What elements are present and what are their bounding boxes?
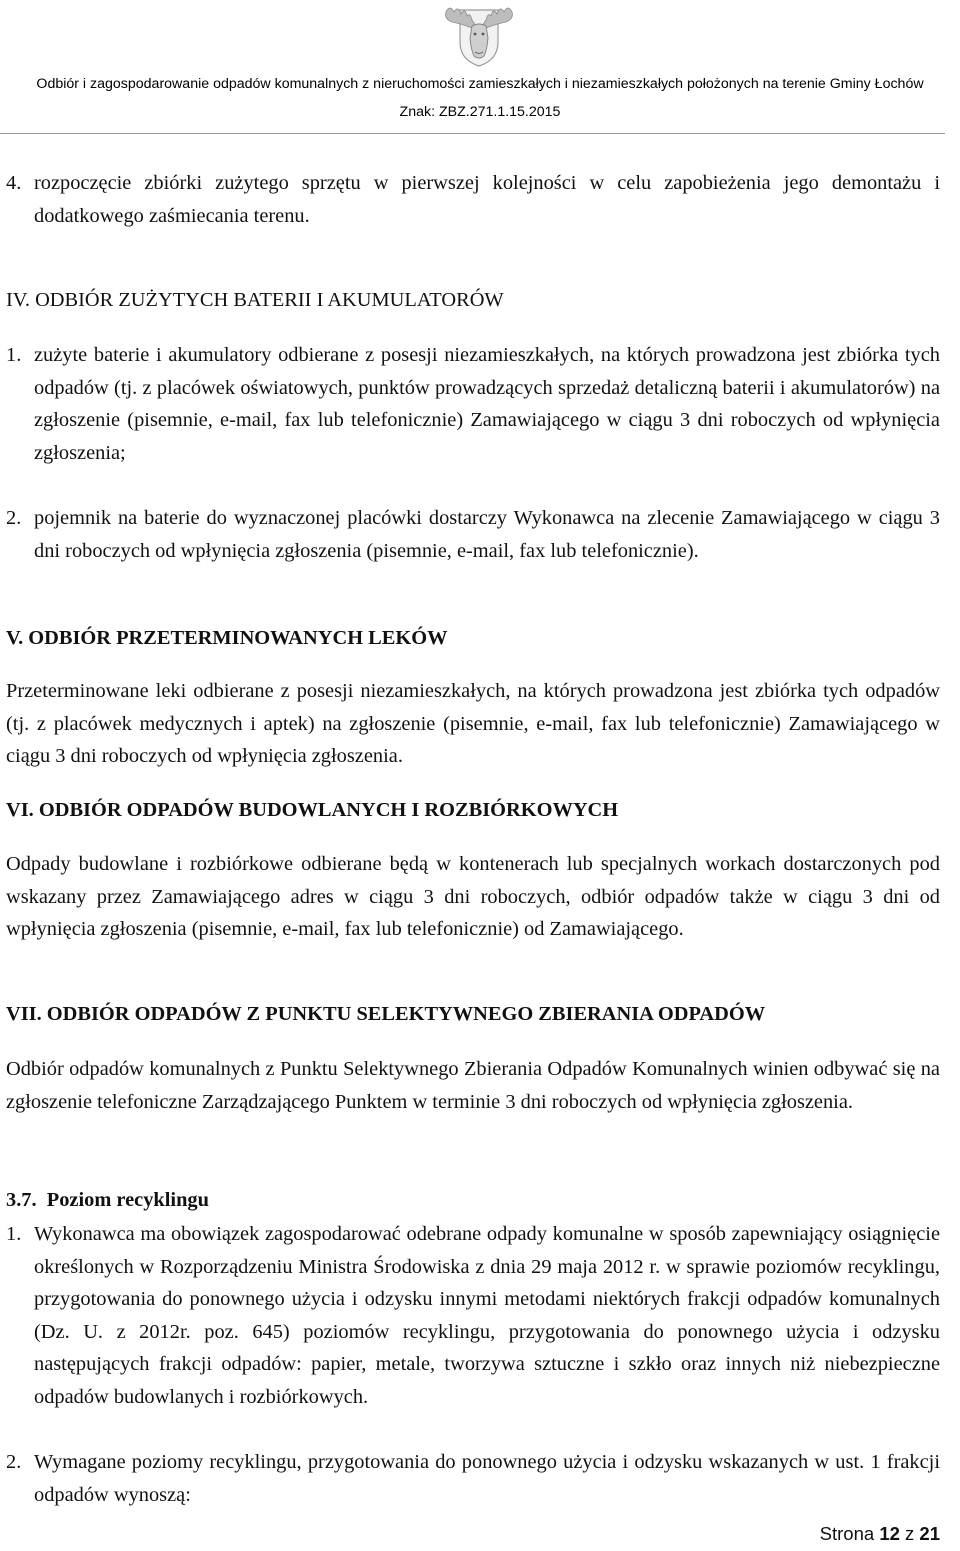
page-header <box>0 0 960 135</box>
list-item <box>6 1218 940 1448</box>
page-footer <box>820 1523 940 1545</box>
document-title: Odbiór i zagospodarowanie odpadów komunalnych z nieruchomości zamieszkałych i niezamieszkałych położonych na terenie Gminy Łochów <box>36 76 924 92</box>
list-item-number: 4. <box>6 172 22 194</box>
list-item <box>6 167 940 237</box>
section-vi-paragraph: Odpady budowlane i rozbiórkowe odbierane będą w kontenerach lub specjalnych workach dostarczonych pod wskazany przez Zamawiającego adres w ciągu 3 dni roboczych, odbiór odpadów także w ciągu 3 dni od wpłynięcia zgłoszenia (pisemnie, e-mail, fax lub telefonicznie) od Zamawiającego. <box>6 853 940 940</box>
section-heading-vii: VII. ODBIÓR ODPADÓW Z PUNKTU SELEKTYWNEGO ZBIERANIA ODPADÓW <box>6 1003 766 1025</box>
moose-head-logo <box>432 2 526 68</box>
list-item-number: 1. <box>6 344 22 366</box>
list-item-text: pojemnik na baterie do wyznaczonej placówki dostarczy Wykonawca na zlecenie Zamawiającego w ciągu 3 dni roboczych od wpłynięcia zgłoszenia (pisemnie, e-mail, fax lub telefonicznie). <box>34 507 940 562</box>
section-vii-paragraph: Odbiór odpadów komunalnych z Punktu Selektywnego Zbierania Odpadów Komunalnych winien odbywać się na zgłoszenie telefoniczne Zarządzającego Punktem w terminie 3 dni roboczych od wpłynięcia zgłoszenia. <box>6 1058 940 1113</box>
list-item-text: rozpoczęcie zbiórki zużytego sprzętu w pierwszej kolejności w celu zapobieżenia jego demontażu i dodatkowego zaśmiecania terenu. <box>34 172 940 227</box>
page-total: 21 <box>919 1523 940 1544</box>
section-heading-vi: VI. ODBIÓR ODPADÓW BUDOWLANYCH I ROZBIÓRKOWYCH <box>6 799 619 821</box>
list-item-text: Wykonawca ma obowiązek zagospodarować odebrane odpady komunalne w sposób zapewniający osiągnięcie określonych w Rozporządzeniu Ministra Środowiska z dnia 29 maja 2012 r. w sprawie poziomów recyklingu, przygotowania do ponownego użycia i odzysku innymi metodami niektórych frakcji odpadów komunalnych (Dz. U. z 2012r. poz. 645) poziomów recyklingu, przygotowania do ponownego użycia i odzysku następujących frakcji odpadów: papier, metale, tworzywa sztuczne i szkło oraz innych niż niebezpieczne odpadów budowlanych i rozbiórkowych. <box>34 1223 940 1408</box>
header-divider <box>0 133 945 134</box>
list-item-text: zużyte baterie i akumulatory odbierane z posesji niezamieszkałych, na których prowadzona jest zbiórka tych odpadów (tj. z placówek oświatowych, punktów prowadzących sprzedaż detaliczną baterii i akumulatorów) na zgłoszenie (pisemnie, e-mail, fax lub telefonicznie) Zamawiającego w ciągu 3 dni roboczych od wpłynięcia zgłoszenia; <box>34 344 940 464</box>
list-item <box>6 1446 940 1516</box>
page-number: 12 <box>879 1523 900 1544</box>
page-label: Strona <box>819 1523 875 1544</box>
document-reference-code: Znak: ZBZ.271.1.15.2015 <box>399 104 561 120</box>
section-heading-v: V. ODBIÓR PRZETERMINOWANYCH LEKÓW <box>6 627 448 649</box>
page-of-label: z <box>905 1523 915 1544</box>
section-v-paragraph: Przeterminowane leki odbierane z posesji niezamieszkałych, na których prowadzona jest zbiórka tych odpadów (tj. z placówek medycznych i aptek) na zgłoszenie (pisemnie, e-mail, fax lub telefonicznie) Zamawiającego w ciągu 3 dni roboczych od wpłynięcia zgłoszenia. <box>6 680 940 767</box>
section-heading-3-7: 3.7. Poziom recyklingu <box>6 1189 209 1211</box>
list-item <box>6 339 940 504</box>
section-heading-iv: IV. ODBIÓR ZUŻYTYCH BATERII I AKUMULATORÓW <box>6 289 504 311</box>
list-item-number: 1. <box>6 1223 22 1245</box>
list-item <box>6 502 940 602</box>
list-item-text: Wymagane poziomy recyklingu, przygotowania do ponownego użycia i odzysku wskazanych w ust. 1 frakcji odpadów wynoszą: <box>34 1451 940 1506</box>
list-item-number: 2. <box>6 507 22 529</box>
list-item-number: 2. <box>6 1451 22 1473</box>
